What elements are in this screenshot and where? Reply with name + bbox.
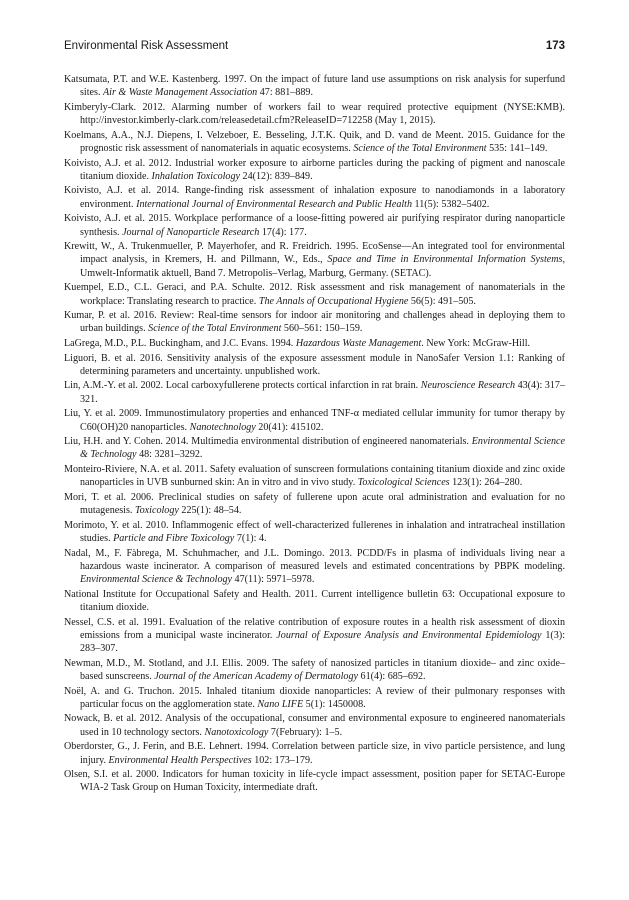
reference-text: Mori, T. et al. 2006. Preclinical studies on safety of fullerene upon acute oral administration and evaluation for no mutagenesis. — [64, 491, 565, 517]
running-title: Environmental Risk Assessment — [64, 40, 229, 52]
reference-text: National Institute for Occupational Safety and Health. 2011. Current intelligence bulletin 63: Occupational exposure to titanium dioxide. — [64, 588, 565, 614]
reference-details: 56(5): 491–505. — [408, 295, 476, 307]
reference-entry — [64, 657, 565, 684]
reference-details: 535: 141–149. — [486, 143, 548, 154]
reference-details: 7(February): 1–5. — [268, 726, 343, 738]
reference-text: Morimoto, Y. et al. 2010. Inflammogenic effect of well-characterized fullerenes in inhalation and intratracheal instillation studies. — [64, 519, 565, 545]
reference-details: 560–561: 150–159. — [281, 323, 363, 335]
reference-source-title: Space and Time in Environmental Information Systems — [327, 254, 563, 266]
reference-entry — [64, 212, 565, 239]
reference-entry — [64, 101, 565, 128]
reference-entry — [64, 281, 565, 308]
reference-source-title: International Journal of Environmental Research and Public Health — [136, 198, 413, 210]
reference-text: LaGrega, M.D., P.L. Buckingham, and J.C. Evans. 1994. — [64, 338, 296, 350]
reference-entry — [64, 435, 565, 462]
reference-source-title: Hazardous Waste Management — [295, 338, 422, 350]
reference-details: 11(5): 5382–5402. — [412, 198, 490, 210]
reference-text: Monteiro-Riviere, N.A. et al. 2011. Safety evaluation of sunscreen formulations containing titanium dioxide and zinc oxide nanoparticles in UVB sunburned skin: An in vitro and in vivo study. — [64, 464, 565, 489]
reference-source-title: The Annals of Occupational Hygiene — [258, 295, 409, 307]
reference-source-title: Science of the Total Environment — [353, 143, 487, 154]
reference-entry — [64, 73, 565, 100]
reference-details: 1(3): 283–307. — [80, 629, 565, 655]
reference-details: 48: 3281–3292. — [136, 449, 203, 461]
reference-entry — [64, 768, 565, 795]
reference-entry — [64, 129, 565, 156]
reference-text: Liu, H.H. and Y. Cohen. 2014. Multimedia environmental distribution of engineered nanomaterials. — [64, 436, 472, 448]
reference-entry — [64, 240, 565, 280]
reference-details: 47(11): 5971–5978. — [232, 574, 315, 586]
reference-details: 123(1): 264–280. — [449, 477, 523, 489]
reference-text: Kuempel, E.D., C.L. Geraci, and P.A. Schulte. 2012. Risk assessment and risk management of nanomaterials in the workplace: Translating research to practice. — [64, 282, 565, 307]
reference-details: 24(12): 839–849. — [240, 170, 313, 182]
reference-source-title: Environmental Science & Technology — [80, 436, 565, 461]
reference-source-title: Nanotechnology — [189, 421, 256, 433]
reference-text: Oberdorster, G., J. Ferin, and B.E. Lehnert. 1994. Correlation between particle size, in vivo particle persistence, and lung injury. — [64, 741, 565, 766]
reference-details: 7(1): 4. — [234, 533, 267, 545]
reference-source-title: Nanotoxicology — [204, 726, 269, 738]
reference-details: 5(1): 1450008. — [303, 698, 366, 710]
reference-text: Koelmans, A.A., N.J. Diepens, I. Velzeboer, E. Besseling, J.T.K. Quik, and D. vand de Meent. 2015. Guidance for the prognostic risk assessment of nanomaterials in aquatic ecosystems. — [64, 129, 565, 154]
reference-text: Kumar, P. et al. 2016. Review: Real-time sensors for indoor air monitoring and challenges ahead in deploying them to urban buildings. — [64, 310, 565, 335]
reference-text: Nowack, B. et al. 2012. Analysis of the occupational, consumer and environmental exposure to engineered nanomaterials used in 10 technology sectors. — [64, 713, 565, 738]
reference-text: Nessel, C.S. et al. 1991. Evaluation of the relative contribution of exposure routes in a health risk assessment of dioxin emissions from a municipal waste incinerator. — [64, 616, 565, 641]
reference-text: Noël, A. and G. Truchon. 2015. Inhaled titanium dioxide nanoparticles: A review of their pulmonary responses with particular focus on the agglomeration state. — [64, 685, 565, 710]
reference-entry — [64, 337, 565, 350]
reference-text: Kimberyly-Clark. 2012. Alarming number of workers fail to wear required protective equipment (NYSE:KMB). http://investor.kimberly-clark.com/releasedetail.cfm?ReleaseID=712258 (May 1, 2015). — [64, 101, 565, 127]
reference-source-title: Toxicology — [134, 505, 179, 517]
reference-source-title: Journal of Exposure Analysis and Environmental Epidemiology — [276, 629, 542, 641]
reference-entry — [64, 547, 565, 587]
reference-text: Krewitt, W., A. Trukenmueller, P. Mayerhofer, and R. Freidrich. 1995. EcoSense—An integrated tool for environmental impact analysis, in Kremers, H. and Pillmann, W., Eds., — [64, 241, 565, 266]
reference-entry — [64, 616, 565, 656]
reference-source-title: Air & Waste Management Association — [103, 87, 258, 99]
reference-text: Koivisto, A.J. et al. 2012. Industrial worker exposure to airborne particles during the packing of pigment and nanoscale titanium dioxide. — [64, 157, 565, 182]
reference-entry — [64, 685, 565, 712]
reference-entry — [64, 157, 565, 184]
reference-text: Koivisto, A.J. et al. 2015. Workplace performance of a loose-fitting powered air purifying respirator during nanoparticle synthesis. — [64, 213, 565, 238]
reference-entry — [64, 740, 565, 767]
reference-entry — [64, 309, 565, 336]
reference-source-title: Nano LIFE — [257, 698, 304, 710]
reference-text: Liu, Y. et al. 2009. Immunostimulatory properties and enhanced TNF-α mediated cellular immunity for tumor therapy by C60(OH)20 nanoparticles. — [64, 408, 565, 433]
reference-entry — [64, 379, 565, 406]
reference-source-title: Neuroscience Research — [420, 380, 516, 392]
reference-entry — [64, 519, 565, 546]
reference-source-title: Particle and Fibre Toxicology — [113, 533, 235, 545]
reference-text: Katsumata, P.T. and W.E. Kastenberg. 1997. On the impact of future land use assumptions on risk analysis for superfund sites. — [64, 74, 565, 99]
reference-source-title: Environmental Science & Technology — [80, 574, 233, 586]
reference-entry — [64, 712, 565, 739]
reference-entry — [64, 491, 565, 518]
reference-details: 47: 881–889. — [257, 87, 313, 99]
reference-text: Newman, M.D., M. Stotland, and J.I. Ellis. 2009. The safety of nanosized particles in titanium dioxide– and zinc oxide–based sunscreens. — [64, 657, 565, 683]
reference-source-title: Toxicological Sciences — [357, 477, 450, 489]
reference-source-title: Science of the Total Environment — [148, 323, 282, 335]
reference-source-title: Journal of the American Academy of Dermatology — [154, 671, 358, 683]
page-number: 173 — [545, 40, 565, 52]
reference-details: 43(4): 317–321. — [80, 380, 565, 405]
reference-details: 17(4): 177. — [259, 226, 307, 238]
reference-source-title: Environmental Health Perspectives — [108, 754, 252, 766]
reference-details: 20(41): 415102. — [255, 421, 324, 433]
reference-details: 102: 173–179. — [251, 754, 313, 766]
reference-details: . New York: McGraw-Hill. — [421, 338, 531, 350]
reference-source-title: Inhalation Toxicology — [151, 170, 241, 182]
reference-details: 61(4): 685–692. — [358, 671, 426, 683]
reference-entry — [64, 407, 565, 434]
reference-list — [64, 73, 565, 796]
reference-entry — [64, 463, 565, 490]
reference-details: , Umwelt-Informatik aktuell, Band 7. Metropolis–Verlag, Marburg, Germany. (SETAC). — [80, 254, 565, 279]
reference-entry — [64, 588, 565, 615]
reference-text: Olsen, S.I. et al. 2000. Indicators for human toxicity in life-cycle impact assessment, position paper for SETAC-Europe WIA-2 Task Group on Human Toxicity, intermediate draft. — [64, 769, 565, 794]
running-header — [64, 40, 565, 56]
reference-source-title: Journal of Nanoparticle Research — [122, 226, 260, 238]
reference-text: Liguori, B. et al. 2016. Sensitivity analysis of the exposure assessment module in NanoSafer Version 1.1: Ranking of determining parameters and uncertainty. unpublished work. — [64, 352, 565, 377]
reference-text: Nadal, M., F. Fàbrega, M. Schuhmacher, and J.L. Domingo. 2013. PCDD/Fs in plasma of individuals living near a hazardous waste incinerator. A comparison of measured levels and estimated concentrations by PBPK modeling. — [64, 547, 565, 572]
reference-text: Koivisto, A.J. et al. 2014. Range-finding risk assessment of inhalation exposure to nanodiamonds in a laboratory environment. — [64, 185, 565, 210]
reference-text: Lin, A.M.-Y. et al. 2002. Local carboxyfullerene protects cortical infarction in rat brain. — [64, 380, 421, 392]
reference-entry — [64, 184, 565, 211]
reference-details: 225(1): 48–54. — [178, 505, 242, 517]
reference-entry — [64, 352, 565, 379]
